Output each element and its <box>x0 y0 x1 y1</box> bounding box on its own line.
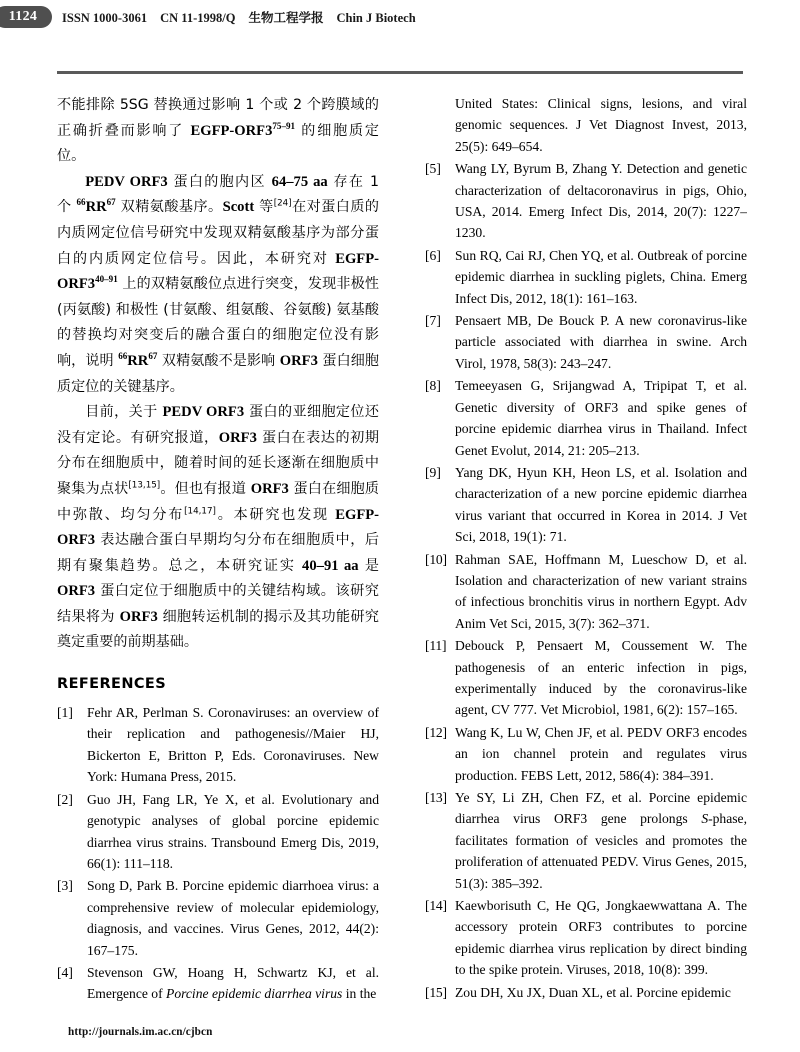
reference-number: [3] <box>57 878 73 894</box>
running-head <box>0 4 800 30</box>
reference-text: Fehr AR, Perlman S. Coronaviruses: an overview of their replication and pathogenesis//Maier HJ, Bickerton E, Britton P, Eds. Coronaviruses. New York: Humana Press, 2015. <box>87 705 379 785</box>
reference-text: Ye SY, Li ZH, Chen FZ, et al. Porcine epidemic diarrhea virus ORF3 gene prolongs S-phase, facilitates formation of vesicles and promotes the proliferation of attenuated PEDV. Virus Genes, 2015, 51(3): 385–392. <box>455 790 747 891</box>
reference-text: Kaewborisuth C, He QG, Jongkaewwattana A. The accessory protein ORF3 contributes to porcine epidemic diarrhea virus replication by direct binding to the spike protein. Viruses, 2018, 10(8): 399. <box>455 898 747 978</box>
journal-title-en: Chin J Biotech <box>336 11 416 25</box>
reference-number: [9] <box>425 464 441 480</box>
reference-number: [4] <box>57 964 73 980</box>
reference-entry <box>425 722 747 786</box>
cn-code-label: CN 11-1998/Q <box>160 11 236 25</box>
reference-entry <box>425 375 747 461</box>
reference-entry <box>425 549 747 635</box>
reference-entry <box>57 875 379 961</box>
reference-text: Rahman SAE, Hoffmann M, Lueschow D, et al. Isolation and characterization of new variant strains of infectious bronchitis virus in northern Egypt. Adv Anim Vet Sci, 2015, 3(7): 362–371. <box>455 551 747 631</box>
left-column <box>57 93 379 1003</box>
reference-number: [2] <box>57 791 73 807</box>
issn-label: ISSN 1000-3061 <box>62 11 148 25</box>
reference-number: [12] <box>425 724 447 740</box>
para-rr-motif: PEDV ORF3 蛋白的胞内区 64–75 aa 存在 1 个 $^{66}$RR$^{67}$ 双精氨酸基序。Scott 等[24]在对蛋白质的内质网定位信号研究中发现双精氨酸基序为部分蛋白的内质网定位信号。因此，本研究对 EGFP-ORF3$^{40-91}$ 上的双精氨酸位点进行突变，发现非极性 (丙氨酸) 和极性 (甘氨酸、组氨酸、谷氨酸) 氨基酸的替换均对突变后的融合蛋白的细胞定位没有影响，说明 $^{66}$RR$^{67}$ 双精氨酸不是影响 ORF3 蛋白细胞质定位的关键基序。 <box>57 173 379 395</box>
reference-number: [10] <box>425 551 447 567</box>
reference-number: [13] <box>425 790 447 805</box>
reference-number: [7] <box>425 313 441 329</box>
reference-text: Debouck P, Pensaert M, Coussement W. The pathogenesis of an enteric infection in pigs, experimentally induced by the coronavirus-like agent, CV 777. Vet Microbiol, 1981, 6(2): 157–165. <box>455 638 747 718</box>
reference-number: [1] <box>57 705 73 721</box>
right-reference-list <box>425 158 747 1003</box>
reference-text: Pensaert MB, De Bouck P. A new coronavirus-like particle associated with diarrhea in swine. Arch Virol, 1978, 58(3): 243–247. <box>455 313 747 371</box>
reference-entry <box>425 787 747 894</box>
reference-number: [15] <box>425 984 447 1000</box>
reference-text: Song D, Park B. Porcine epidemic diarrhoea virus: a comprehensive review of molecular epidemiology, diagnosis, and vaccines. Virus Genes, 2012, 44(2): 167–175. <box>87 878 379 958</box>
reference-entry <box>425 635 747 721</box>
reference-entry <box>425 310 747 374</box>
reference-number: [14] <box>425 898 447 914</box>
reference-number: [8] <box>425 378 441 394</box>
left-paragraphs <box>57 93 379 656</box>
running-head-text <box>62 8 416 26</box>
reference-text: Wang LY, Byrum B, Zhang Y. Detection and genetic characterization of deltacoronavirus in pigs, Ohio, USA, 2014. Emerg Infect Dis, 2014, 20(7): 1227–1230. <box>455 161 747 241</box>
reference-text: Zou DH, Xu JX, Duan XL, et al. Porcine epidemic <box>455 984 731 1000</box>
page-number-badge: 1124 <box>0 6 52 28</box>
reference-entry <box>425 158 747 244</box>
reference-number: [11] <box>425 638 447 654</box>
reference-text: Wang K, Lu W, Chen JF, et al. PEDV ORF3 encodes an ion channel protein and regulates virus production. FEBS Lett, 2012, 586(4): 384–391. <box>455 724 747 783</box>
reference-number: [5] <box>425 161 441 177</box>
reference-number: [6] <box>425 247 441 263</box>
two-column-body <box>57 93 747 1003</box>
reference-entry <box>425 982 747 1003</box>
footer-url[interactable]: http://journals.im.ac.cn/cjbcn <box>68 1026 213 1038</box>
left-reference-list <box>57 702 379 1003</box>
references-heading: REFERENCES <box>57 676 167 693</box>
para-continued: 不能排除 5SG 替换通过影响 1 个或 2 个跨膜域的正确折叠而影响了 EGFP-ORF3$^{75-91}$ 的细胞质定位。 <box>57 97 379 165</box>
reference-text: Yang DK, Hyun KH, Heon LS, et al. Isolation and characterization of a new porcine epidemic diarrhea virus variant that occurred in Korea in 2014. J Vet Sci, 2018, 19(1): 71. <box>455 464 747 545</box>
reference-entry <box>425 245 747 309</box>
reference-continuation: United States: Clinical signs, lesions, and viral genomic sequences. J Vet Diagnost Invest, 2013, 25(5): 649–654. <box>455 96 747 154</box>
reference-text: Stevenson GW, Hoang H, Schwartz KJ, et al. Emergence of Porcine epidemic diarrhea virus in the <box>87 964 379 1002</box>
reference-text: Temeeyasen G, Srijangwad A, Tripipat T, et al. Genetic diversity of ORF3 and spike genes of porcine epidemic diarrhea virus in Thailand. Infect Genet Evolut, 2014, 21: 205–213. <box>455 378 747 458</box>
reference-entry <box>425 462 747 548</box>
journal-title-cn: 生物工程学报 <box>248 10 324 25</box>
para-conclusion: 目前，关于 PEDV ORF3 蛋白的亚细胞定位还没有定论。有研究报道，ORF3 蛋白在表达的初期分布在细胞质中，随着时间的延长逐渐在细胞质中聚集为点状[13,15]。但也有报道 ORF3 蛋白在细胞质中弥散、均匀分布[14,17]。本研究也发现 EGFP-ORF3 表达融合蛋白早期均匀分布在细胞质中，后期有聚集趋势。总之，本研究证实 40–91 aa 是 ORF3 蛋白定位于细胞质中的关键结构域。该研究结果将为 ORF3 细胞转运机制的揭示及其功能研究奠定重要的前期基础。 <box>57 404 379 651</box>
reference-entry <box>57 962 379 1003</box>
reference-text: Guo JH, Fang LR, Ye X, et al. Evolutionary and genotypic analyses of global porcine epidemic diarrhea virus strains. Transbound Emerg Dis, 2019, 66(1): 111–118. <box>87 791 379 871</box>
reference-entry <box>57 789 379 875</box>
reference-entry <box>425 895 747 981</box>
reference-text: Sun RQ, Cai RJ, Chen YQ, et al. Outbreak of porcine epidemic diarrhea in suckling piglets, China. Emerg Infect Dis, 2012, 18(1): 161–163. <box>455 247 747 306</box>
header-divider-rule <box>57 71 743 74</box>
right-column <box>425 93 747 1003</box>
reference-entry <box>57 702 379 788</box>
